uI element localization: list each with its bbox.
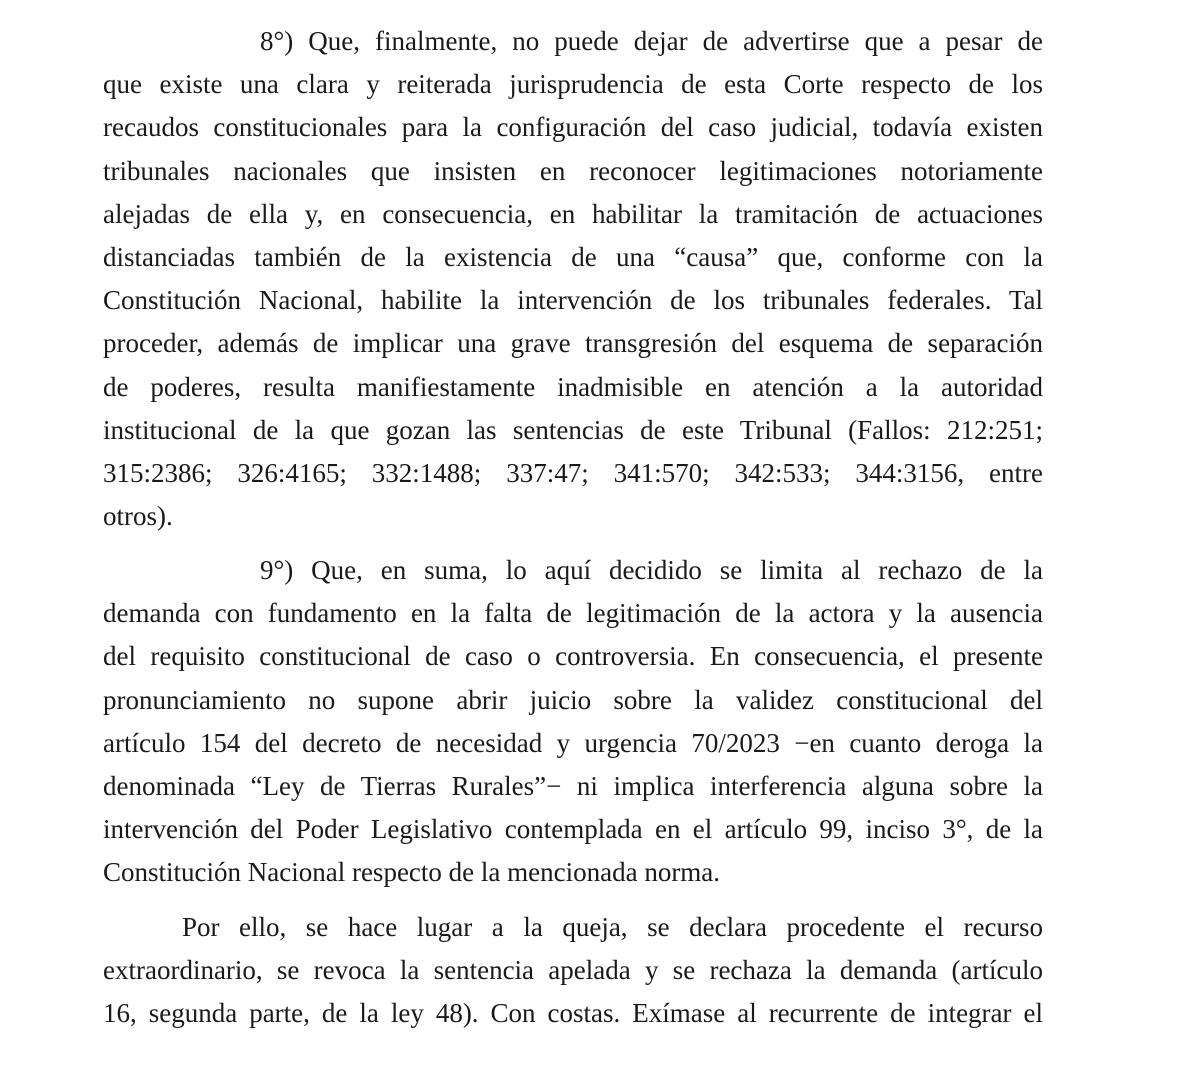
text-line: demanda con fundamento en la falta de legitimación de la actora y la ausencia: [103, 598, 1043, 629]
text-line: 9°) Que, en suma, lo aquí decidido se limita al rechazo de la: [260, 555, 1043, 585]
text-line: denominada “Ley de Tierras Rurales”− ni implica interferencia alguna sobre la: [103, 770, 1043, 801]
text-line: que existe una clara y reiterada jurisprudencia de esta Corte respecto de los: [103, 69, 1043, 100]
text-line: 315:2386; 326:4165; 332:1488; 337:47; 341:570; 342:533; 344:3156, entre: [103, 457, 1043, 488]
text-line: Constitución Nacional, habilite la intervención de los tribunales federales. Tal: [103, 285, 1043, 316]
text-line: tribunales nacionales que insisten en reconocer legitimaciones notoriamente: [103, 155, 1043, 186]
text-line: artículo 154 del decreto de necesidad y urgencia 70/2023 −en cuanto deroga la: [103, 727, 1043, 758]
text-line: institucional de la que gozan las sentencias de este Tribunal (Fallos: 212:251;: [103, 414, 1043, 445]
paragraph-8: [103, 20, 1043, 538]
text-line: recaudos constitucionales para la configuración del caso judicial, todavía existen: [103, 112, 1043, 143]
text-line: distanciadas también de la existencia de una “causa” que, conforme con la: [103, 241, 1043, 272]
paragraph-9: [103, 549, 1043, 895]
text-line: del requisito constitucional de caso o controversia. En consecuencia, el presente: [103, 641, 1043, 672]
paragraph-resolution: [103, 906, 1043, 1036]
text-line: de poderes, resulta manifiestamente inadmisible en atención a la autoridad: [103, 371, 1043, 402]
text-line: alejadas de ella y, en consecuencia, en habilitar la tramitación de actuaciones: [103, 198, 1043, 229]
text-line: 16, segunda parte, de la ley 48). Con costas. Exímase al recurrente de integrar el: [103, 998, 1043, 1029]
text-line: extraordinario, se revoca la sentencia apelada y se rechaza la demanda (artículo: [103, 955, 1043, 986]
text-line: proceder, además de implicar una grave transgresión del esquema de separación: [103, 328, 1043, 359]
text-line: pronunciamiento no supone abrir juicio sobre la validez constitucional del: [103, 684, 1043, 715]
text-line: otros).: [103, 501, 173, 532]
text-line: 8°) Que, finalmente, no puede dejar de advertirse que a pesar de: [260, 26, 1043, 56]
text-line: Constitución Nacional respecto de la mencionada norma.: [103, 857, 721, 888]
text-line: Por ello, se hace lugar a la queja, se declara procedente el recurso: [182, 912, 1043, 942]
text-line: intervención del Poder Legislativo contemplada en el artículo 99, inciso 3°, de la: [103, 814, 1043, 845]
